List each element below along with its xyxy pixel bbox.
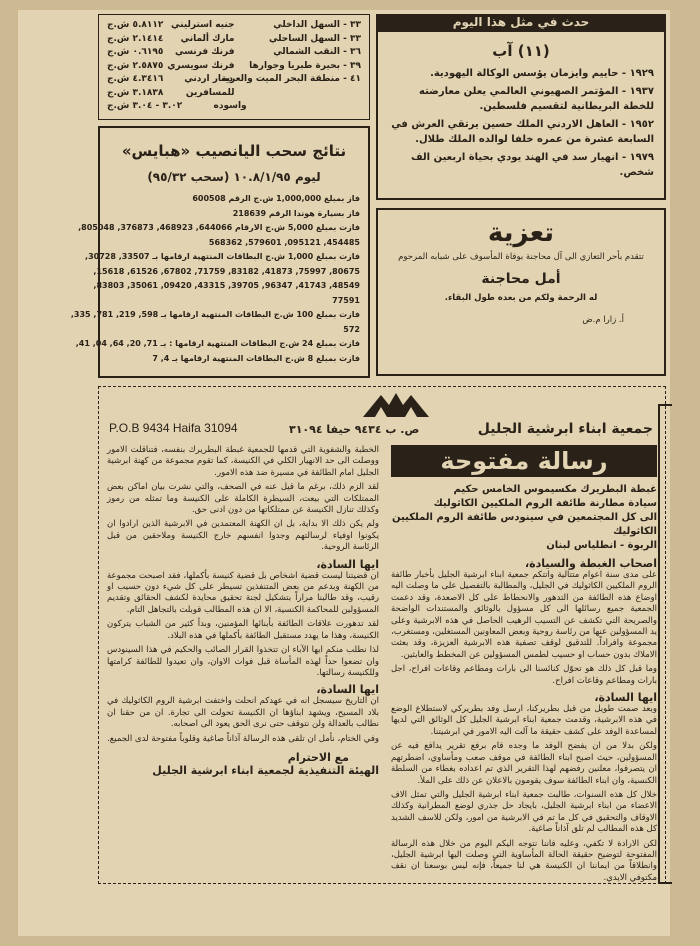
currency-name: للمسافرين [185, 87, 235, 98]
history-event: ١٩٥٢ - العاهل الاردني الملك حسين يرتقي العرش في السابعة عشرة من عمره خلفا لوالده الملك طلال. [391, 119, 654, 145]
region-temp [235, 87, 361, 101]
letter-paragraph: ان التاريخ سيسجل انه في عهدكم انحلت واختفت ابرشية الروم الكاثوليك في بلاد المسيح، ويشهد ابناؤها ان الكنيسة تحولت الى تجارة. ان من حقنا ان نطالب بالعدالة ولن نتوقف حتى نرى الحق يعود الى اصحابه. [107, 696, 379, 730]
lottery-line: فازت بمبلغ 1,000 ش.ج البطاقات المنتهية ارقامها بـ 33507, 30728, [85, 252, 360, 261]
currency-name: مارك ألماني [180, 33, 235, 44]
condolence-box [376, 208, 666, 376]
lottery-line: 572 [343, 324, 360, 334]
currency-name: جنيه استرليني [171, 20, 235, 30]
today-date: (١١) آب [492, 42, 550, 60]
letter-paragraph: وفي الختام، نأمل ان تلقى هذه الرسالة آذاناً صاغية وقلوباً مفتوحة لدى الجميع. [107, 733, 379, 744]
weather-currency-box [98, 14, 370, 120]
letter-heading-3: ايها السادة، [316, 557, 379, 571]
region-temp: ٣٣ - السهل الساحلي [269, 33, 361, 44]
lottery-title: نتائج سحب اليانصيب «هبايس» [121, 142, 347, 160]
letter-heading-4: ايها السادة، [316, 683, 379, 697]
currency-rate: ٤.٣٤١٦ ش.ج [107, 74, 164, 84]
letter-closing-1: مع الاحترام [287, 750, 349, 764]
letter-salutation: اصحاب الغبطة والسيادة، [524, 557, 657, 570]
region-temp: ٣٦ - النقب الشمالي [273, 47, 361, 57]
weather-row [107, 33, 361, 47]
condolence-intro: تتقدم بأحر التعازي الى آل محاجنة بوفاة المأسوف على شبابه المرحوم [398, 252, 644, 262]
weather-row [107, 46, 361, 60]
weather-row [107, 60, 361, 74]
region-temp: ٤١ - منطقة البحر الميت والعربة [221, 74, 361, 84]
letter-title: رسالة مفتوحة [391, 445, 657, 477]
history-event: ١٩٣٧ - المؤتمر الصهيوني العالمي يعلن معارضته للخطة البريطانية لتقسيم فلسطين. [419, 86, 654, 112]
currency-rate: ٢.١٤١٤ ش.ج [107, 33, 164, 44]
today-in-history-box [376, 14, 666, 200]
letter-recipient: سيادة مطارنة طائفة الروم الملكيين الكاثوليك [433, 498, 657, 509]
weather-row [107, 19, 361, 33]
history-event: ١٩٢٩ - حاييم وايزمان يؤسس الوكالة اليهودية. [430, 68, 654, 79]
letter-paragraph: ولم يكن ذلك الا بداية، بل ان الكهنة المعتمدين في الابرشية الذين ارادوا ان يكونوا اوفياء لرسالتهم وجدوا انفسهم خارج الكنيسة وملاحقين من قبل الرئاسة الروحية. [107, 519, 379, 553]
currency-rate: ٢.٥٨٧٥ ش.ج [107, 60, 164, 71]
letter-right-column [391, 445, 657, 883]
letter-paragraph: لقد الزم ذلك، برغم ما قيل عنه في الصحف، والتي نشرت بيان اماكن بعض الممتلكات التي بيعت، السيطرة الكاملة على الكنيسة وما تمثله من رموز وكذلك تنازل الكنيسة عن ممتلكاتها من دون ادنى حق. [107, 482, 379, 516]
condolence-title: تعزية [487, 218, 555, 248]
currency-name: فرنك فرنسي [174, 47, 235, 57]
letter-paragraph: وبعد صمت طويل من قبل بطريركنا، ارسل وفد بطريركي لاستطلاع الوضع في هذه الابرشية، وقدمت جمعية ابناء ابرشية الجليل كل الوثائق التي لديها لمساعدة الوفد على كشف حقيقة ما آلت اليه الامور في ابرشيتنا. [391, 704, 657, 737]
lottery-line: فاز بمبلغ 1,000,000 ش.ج الرقم 600508 [192, 194, 360, 203]
letter-paragraph: ولكن بدلا من ان يفضح الوفد ما وجده قام برفع تقرير يدافع فيه عن المسؤولين، حيث اصبح ابناء الطائفة في موقف صعب ومأساوي، اضطرتهم ان يتصرفوا، معلنين رفضهم لهذا التقرير الذي تم اعداده بغطاء من السلطة الكنسية، وان ابناء الطائفة سوف يقومون بالاعلان عن ذلك على الملأ. [391, 741, 657, 786]
letter-recipient: الربوة - انطلياس لبنان [546, 540, 657, 551]
condolence-prayer: له الرحمة ولكم من بعده طول البقاء. [444, 293, 598, 304]
letter-paragraph: على مدى سنة اعوام متتالية واتتكم جمعية ابناء ابرشية الجليل بأخبار طائفة الروم الملكيين الكاثوليك في الجليل، والمطالبة بالتفصيل على ما وصلت اليه اوضاع هذه الطائفة من التدهور والانحطاط على كل الاصعدة، وقد دعمت الجمعية جميع رسائلها الى كل مسؤول بالوثائق والمستندات الواضحة والصريحة التي تكشف عن التسيب الرهيب الحاصل في هذه الابرشية وعلى يد المسؤولين عنها من رئاسة روحية وبعض المعاونين المستغلين، ومستغرب، مجموعة وافراداً. للتدقيق لوقف تصفية هذه الابرشية العزيزة، وقد بعثت الاملاك بدون حساب او حسيب لطمس المسؤولين عن المخطط والعابثين. [391, 570, 657, 660]
letter-heading-2: ايها السادة، [594, 691, 657, 705]
lottery-line: 80675, 75997, 41873, 83182, 71759, 67802, 61526, 15618, [93, 266, 360, 276]
lottery-line: فاز بسيارة هوندا الرقم 218639 [232, 208, 360, 218]
letter-paragraph: لكن الارادة لا تكفي، وعليه فاننا نتوجه اليكم اليوم من خلال هذه الرسالة المفتوحة لتوضيح حقيقة الحالة المأساوية التي وصلت اليها ابرشية الجليل، وانطلاقاً من ايماننا ان الكنيسة هي لنا جميعاً، فإنه ليس بوسعنا ان نقف مكتوفي الايدي. [391, 838, 657, 883]
letter-closing-2: الهيئة التنفيذية لجمعية ابناء ابرشية الجليل [152, 763, 379, 777]
newspaper-page [18, 10, 670, 936]
letter-paragraph: خلال كل هذه السنوات، طالبت جمعية ابناء ابرشية الجليل والتي تمثل الاف الاعضاء من ابناء ابرشية الجليل، بايجاد حل جذري لوضع المطرانية وكذلك الاوقاف والتحقيق في كل ما تم في الابرشية من امور، ولكن للاسف الشديد كل هذه المطالب لم تلق آذاناً صاغية. [391, 789, 657, 835]
currency-name: واسوده [213, 101, 247, 111]
region-temp: ٣٣ - السهل الداخلي [273, 20, 361, 30]
lottery-box [70, 126, 370, 378]
today-title: حدث في مثل هذا اليوم [378, 16, 664, 32]
weather-row [107, 87, 361, 101]
lottery-subtitle: ليوم ١٠.٨/١/٩٥ (سحب ٩٥/٣٢) [147, 170, 321, 184]
society-address-ar: ص. ب ٩٤٣٤ حيفا ٣١٠٩٤ [289, 423, 420, 436]
edge-partial-box [658, 404, 672, 884]
currency-rate: ٥.٨١١٢ ش.ج [107, 20, 164, 30]
lottery-line: فازت بمبلغ 100 ش.ج البطاقات المنتهية ارقامها بـ 598, 219, 781, 335, [70, 310, 360, 319]
currency-rate: ٣.٠٢ - ٣.٠٤ ش.ج [107, 101, 183, 111]
letter-paragraph: وما قبل كل ذلك هو تحوّل كنائسنا الى بارات ومطاعم وقاعات افراح، اجل بارات ومطاعم وقاعات افراح. [391, 664, 657, 686]
currency-rate: ٣.١٨٣٨ ش.ج [107, 87, 164, 98]
weather-row [107, 100, 361, 114]
condolence-name: أمل محاجنة [481, 271, 561, 288]
letter-recipient: غبطة البطريرك مكسيموس الخامس حكيم [453, 484, 657, 495]
open-letter-ad [98, 386, 666, 884]
lottery-line: فازت بمبلغ 24 ش.ج البطاقات المنتهية ارقامها : بـ 71, 20, 64, 04, 41, [75, 339, 360, 348]
letter-paragraph: لذا نطلب منكم ايها الآباء ان تتخذوا القرار الصائب والحكيم في هذا السينودس وان تضعوا حداً لهذه المأساة قبل فوات الاوان، وان تعيدوا للطائفة كرامتها وللكنيسة رسالتها. [107, 645, 379, 678]
currency-rate: ٠.٦١٩٥ ش.ج [107, 47, 164, 57]
lottery-line: فازت بمبلغ 8 ش.ج البطاقات المنتهية ارقامها بـ 4, 7 [152, 353, 360, 363]
lottery-line: 454485, 095121, 579601, 568362 [208, 237, 360, 247]
letter-paragraph: لقد تدهورت علاقات الطائفة بأبنائها المؤمنين، وبدأ كثير من الشباب يتركون الكنيسة، وهذا ما يهدد مستقبل الطائفة بأكملها في هذه البلاد. [107, 619, 379, 641]
society-address-en: P.O.B 9434 Haifa 31094 [109, 421, 238, 435]
region-temp: ٣٩ - بحيرة طبريا وجوارها [249, 60, 361, 71]
letter-paragraph: الخطبة والشفوية التي قدمها للجمعية غبطة البطريرك بنفسه، فتناقلت الامور ووصلت الى حد الانهيار الكلي في الكنيسة، كما تقوم مجموعة من كهنة ابرشية الجليل امام الطائفة في مسيرة ضد هذه الامور. [107, 445, 379, 478]
letter-recipient: الى كل المجتمعين في سينودس طائفة الروم الملكيين الكاثوليك [392, 512, 657, 537]
lottery-line: فازت بمبلغ 5,000 ش.ج الارقام 644066, 468923, 376873, 805048, [78, 223, 360, 232]
society-name: جمعية ابناء ابرشية الجليل [477, 421, 653, 437]
lottery-line: 77591 [332, 295, 360, 305]
society-logo-icon [359, 389, 433, 419]
letter-left-column [107, 445, 379, 875]
lottery-line: 48549, 41743, 96347, 39705, 43315, 09420, 35061, 83803, [93, 281, 360, 290]
history-event: ١٩٧٩ - انهيار سد في الهند يودي بحياة اربعين الف شخص. [411, 152, 654, 178]
currency-name: فرنك سويسري [167, 60, 235, 71]
weather-row [107, 73, 361, 87]
region-temp [247, 100, 361, 114]
condolence-signature: أ. زارا م.ض [582, 314, 624, 325]
letter-paragraph: ان قضيتنا ليست قضية اشخاص بل قضية كنيسة بأكملها، فقد اصبحت مجموعة من الكهنة وبدعم من بعض المتنفذين تسيطر على كل شيء دون حسيب او رقيب، وقد طالبنا مراراً بتشكيل لجنة تحقيق محايدة لكشف الحقائق وتقديم المسؤولين للمحاكمة الكنسية، الا ان هذه المطالب قوبلت بالتجاهل التام. [107, 570, 379, 615]
currency-name: دينار اردني [184, 74, 233, 84]
